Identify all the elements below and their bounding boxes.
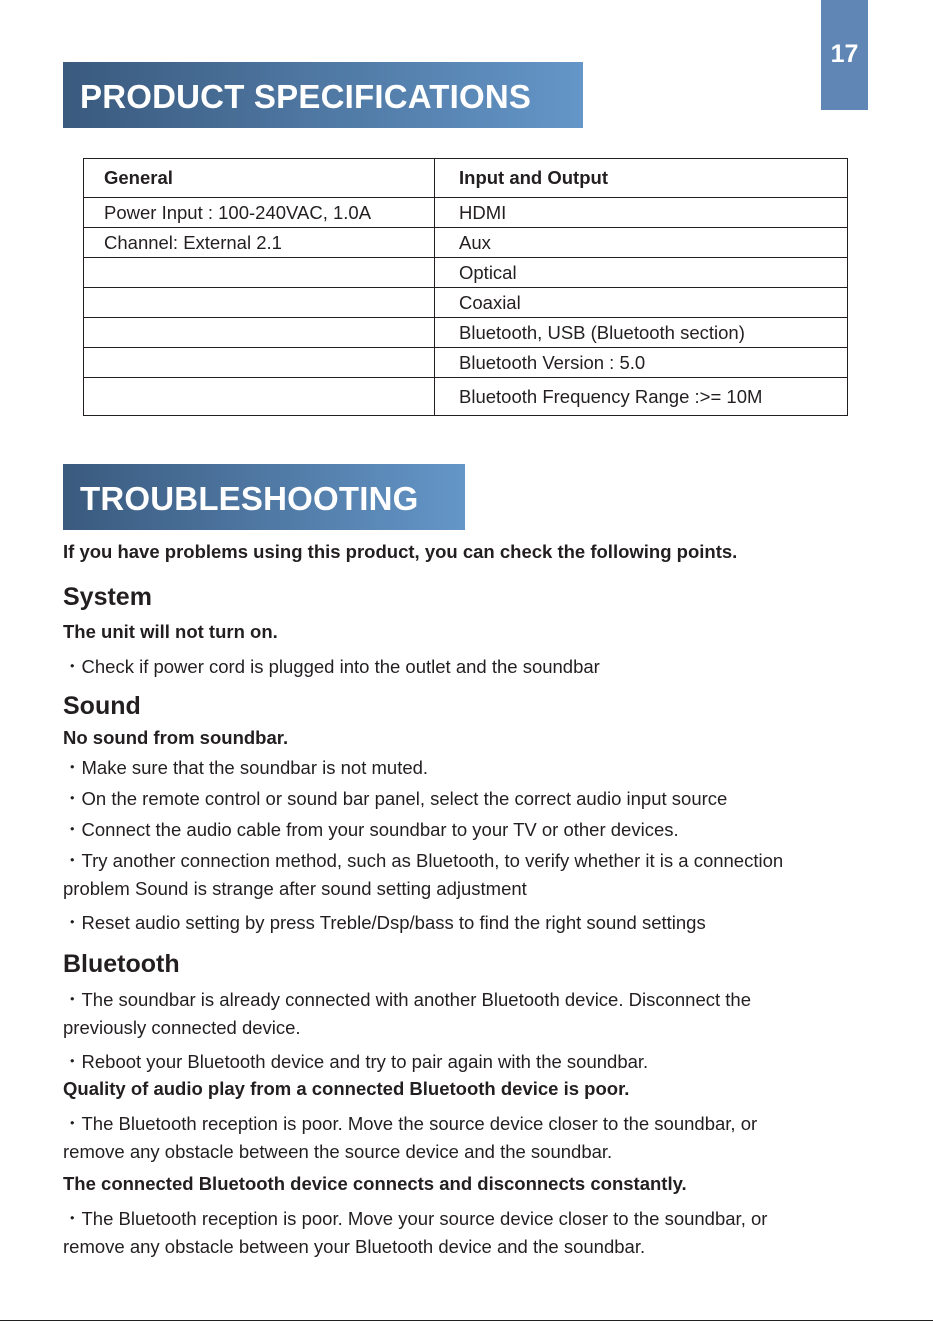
table-cell xyxy=(84,288,435,318)
bluetooth-line: remove any obstacle between your Bluetooth device and the soundbar. xyxy=(63,1236,646,1257)
table-cell xyxy=(84,378,435,416)
bluetooth-line: ・Reboot your Bluetooth device and try to pair again with the soundbar. xyxy=(63,1051,649,1072)
spec-banner: PRODUCT SPECIFICATIONS xyxy=(63,62,583,128)
bluetooth-heading: Bluetooth xyxy=(63,950,180,978)
sound-subheading: No sound from soundbar. xyxy=(63,727,289,748)
general-header: General xyxy=(84,159,435,198)
bottom-divider xyxy=(0,1320,933,1321)
table-cell xyxy=(84,348,435,378)
table-cell: Bluetooth Frequency Range :>= 10M xyxy=(435,378,848,416)
table-cell xyxy=(84,258,435,288)
table-cell: Power Input : 100-240VAC, 1.0A xyxy=(84,198,435,228)
table-row xyxy=(84,348,848,378)
table-cell xyxy=(84,318,435,348)
sound-line: ・Connect the audio cable from your soundbar to your TV or other devices. xyxy=(63,819,679,840)
sound-line: ・Try another connection method, such as Bluetooth, to verify whether it is a connection xyxy=(63,850,784,871)
bluetooth-line: previously connected device. xyxy=(63,1017,301,1038)
table-cell: Aux xyxy=(435,228,848,258)
table-header-row xyxy=(84,159,848,198)
table-cell: Coaxial xyxy=(435,288,848,318)
system-line: ・Check if power cord is plugged into the outlet and the soundbar xyxy=(63,656,600,677)
intro-text: If you have problems using this product, you can check the following points. xyxy=(63,541,738,562)
bluetooth-line: remove any obstacle between the source device and the soundbar. xyxy=(63,1141,613,1162)
system-heading: System xyxy=(63,583,152,611)
table-cell: Channel: External 2.1 xyxy=(84,228,435,258)
table-cell: Optical xyxy=(435,258,848,288)
table-row xyxy=(84,378,848,416)
bluetooth-subheading-quality: Quality of audio play from a connected Bluetooth device is poor. xyxy=(63,1078,630,1099)
page-number: 17 xyxy=(821,0,868,110)
troubleshooting-banner: TROUBLESHOOTING xyxy=(63,464,465,530)
sound-line: ・On the remote control or sound bar panel, select the correct audio input source xyxy=(63,788,728,809)
table-cell: Bluetooth, USB (Bluetooth section) xyxy=(435,318,848,348)
sound-line: problem Sound is strange after sound setting adjustment xyxy=(63,878,527,899)
table-row xyxy=(84,258,848,288)
bluetooth-line: ・The Bluetooth reception is poor. Move your source device closer to the soundbar, or xyxy=(63,1208,768,1229)
table-cell: Bluetooth Version : 5.0 xyxy=(435,348,848,378)
bluetooth-line: ・The soundbar is already connected with another Bluetooth device. Disconnect the xyxy=(63,989,751,1010)
io-header: Input and Output xyxy=(435,159,848,198)
system-subheading: The unit will not turn on. xyxy=(63,621,278,642)
table-row xyxy=(84,198,848,228)
bluetooth-line: ・The Bluetooth reception is poor. Move the source device closer to the soundbar, or xyxy=(63,1113,758,1134)
spec-table xyxy=(83,158,848,416)
table-cell: HDMI xyxy=(435,198,848,228)
table-row xyxy=(84,228,848,258)
table-row xyxy=(84,318,848,348)
bluetooth-subheading-connection: The connected Bluetooth device connects and disconnects constantly. xyxy=(63,1173,687,1194)
table-row xyxy=(84,288,848,318)
sound-line: ・Make sure that the soundbar is not muted. xyxy=(63,757,429,778)
sound-heading: Sound xyxy=(63,692,141,720)
sound-line: ・Reset audio setting by press Treble/Dsp/bass to find the right sound settings xyxy=(63,912,706,933)
